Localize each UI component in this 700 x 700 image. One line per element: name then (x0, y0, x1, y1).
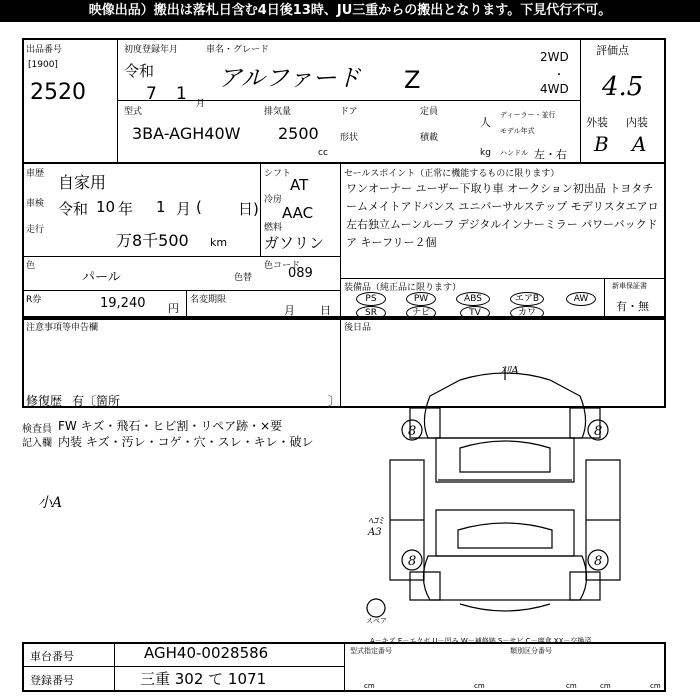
equipment-label: 装備品（純正品に限ります） (344, 283, 462, 293)
ext-label: 外装 (586, 116, 608, 129)
handle-label: ハンドル (500, 149, 528, 157)
recycle-label: R券 (26, 295, 42, 305)
usage-label: 車歴 (26, 169, 45, 179)
color-code: 089 (288, 266, 313, 281)
color-value: パール (82, 270, 121, 285)
fuel-value: ガソリン (264, 234, 325, 252)
recycle-value: 19,240 (100, 296, 146, 311)
registration-value: 三重 302 て 1071 (140, 670, 267, 688)
notice-banner: 映像出品）搬出は落札日含む4日後13時、JU三重からの搬出となります。下見代行不可。 (0, 0, 700, 22)
mileage-value: 万8千500 (116, 231, 189, 250)
repair-close: 〕 (328, 394, 341, 408)
repair-value: 有〔箇所 (72, 394, 121, 408)
first-reg-month: 1 (176, 84, 187, 104)
tire-front-right: 8 (594, 424, 603, 439)
door-label: ドア (340, 107, 358, 117)
car-grade: Z (404, 66, 421, 94)
car-label: 車名・グレード (206, 45, 270, 55)
inspection-year-unit: 年 (118, 200, 134, 218)
capacity-unit: 人 (480, 116, 491, 129)
car-damage-diagram (350, 360, 660, 630)
capacity-label: 定員 (420, 107, 439, 117)
tire-rear-right: 8 (594, 554, 603, 569)
header-table (22, 38, 666, 164)
name-change-label: 名変期限 (190, 295, 227, 305)
load-unit: kg (480, 148, 491, 158)
inspection-era: 令和 (58, 200, 89, 218)
registration-label: 登録番号 (30, 674, 74, 687)
equip-aw: AW (566, 292, 596, 306)
drive-4wd: 4WD (540, 82, 569, 96)
inspection-month-unit: 月 (176, 200, 192, 218)
car-name: アルファード (218, 64, 361, 92)
chassis-label: 車台番号 (30, 650, 74, 663)
tire-rear-left: 8 (408, 554, 417, 569)
int-grade: A (632, 132, 647, 156)
inspection-day-unit: 日) (238, 200, 259, 218)
cm-4: cm (600, 682, 611, 690)
ac-label: 冷房 (264, 195, 283, 205)
lot-sub: [1900] (28, 60, 58, 70)
evaluation-score: 4.5 (602, 72, 644, 102)
spare-label: スペア (366, 617, 387, 625)
mileage-unit: km (210, 236, 228, 249)
int-label: 内装 (626, 116, 648, 129)
warranty-value: 有・無 (616, 300, 649, 313)
first-reg-year: 7 (146, 84, 157, 104)
damage-legend: A－キズ E－エクボ U－凹み W－補修跡 S－サビ C－腐食 XX－交換済 (370, 637, 592, 645)
row-divider (118, 100, 580, 101)
handwritten-note: 小A (38, 495, 63, 511)
inspection-year: 10 (96, 198, 116, 216)
class-division-label: 類別区分番号 (510, 647, 552, 655)
chassis-value: AGH40-0028586 (144, 644, 269, 662)
lot-number: 2520 (30, 80, 86, 105)
dealer-label: ディーラー・並行 (500, 111, 556, 119)
sales-point-text: ワンオーナー ユーザー下取り車 オークション初出品 トヨタチームメイトアドバンス ユニバーサルステップ モデリスタエアロ 左右独立ムーンルーフ デジタルインナーミラー パワーバックドア キーフリー２個 (346, 182, 659, 249)
model-year-label: モデル年式 (500, 127, 535, 135)
equip-sr: SR (356, 306, 386, 320)
warranty-label: 新車保証書 (612, 282, 647, 290)
shift-value: AT (290, 176, 309, 194)
lot-label: 出品番号 (26, 45, 63, 55)
name-change-day: 日 (320, 304, 331, 317)
drive-2wd: 2WD (540, 50, 569, 64)
inspector-label1: 検査員 (22, 424, 52, 435)
inspector-row2: 内装 キズ・汚レ・コゲ・穴・スレ・キレ・破レ (58, 435, 314, 449)
evaluation-label: 評価点 (596, 44, 629, 57)
equip-abs: ABS (456, 292, 490, 306)
ext-grade: B (594, 132, 609, 156)
sales-point-label: セールスポイント（正常に機能するものに限ります） (344, 169, 560, 179)
usage-value: 自家用 (58, 173, 107, 192)
handle-value: 左・右 (534, 148, 567, 161)
model-label: 型式 (124, 107, 143, 117)
notes-label: 注意事項等申告欄 (26, 323, 99, 333)
displacement-value: 2500 (278, 124, 319, 143)
mileage-label: 走行 (26, 225, 45, 235)
equip-navi: ナビ (406, 306, 436, 320)
first-reg-label: 初度登録年月 (124, 45, 179, 55)
drive-dot: ・ (554, 70, 564, 81)
aftermarket-label: 後日品 (344, 323, 372, 333)
shift-label: シフト (264, 169, 292, 179)
equip-airbag: エアB (510, 292, 544, 306)
equip-pw: PW (406, 292, 436, 306)
tire-front-left: 8 (408, 424, 417, 439)
model-designation-label: 型式指定番号 (350, 647, 392, 655)
diagram-top-note: ｽﾘA (500, 364, 519, 377)
color-code-label2: 色コード (264, 261, 301, 271)
load-label: 積載 (420, 133, 439, 143)
color-change-label: 色替 (234, 273, 253, 283)
ac-value: AAC (282, 204, 314, 222)
shape-label: 形状 (340, 133, 359, 143)
cm-1: cm (364, 682, 375, 690)
equip-leather: カワ (510, 306, 544, 320)
cm-5: cm (650, 682, 661, 690)
repair-label: 修復歴 (26, 394, 63, 408)
equip-ps: PS (356, 292, 386, 306)
model-value: 3BA-AGH40W (132, 124, 241, 143)
cm-2: cm (474, 682, 485, 690)
inspector-label2: 記入欄 (22, 438, 52, 449)
recycle-unit: 円 (168, 302, 179, 315)
fuel-label: 燃料 (264, 223, 283, 233)
inspection-label: 車検 (26, 199, 45, 209)
inspection-month: 1 (156, 198, 166, 216)
equip-tv: TV (460, 306, 490, 320)
displacement-label: 排気量 (264, 107, 292, 117)
inspector-row1: FW キズ・飛石・ヒビ割・リペア跡・×要 (58, 419, 283, 433)
first-reg-era: 令和 (124, 62, 155, 80)
name-change-month: 月 (284, 304, 295, 317)
color-label: 色 (26, 261, 36, 271)
displacement-unit: cc (318, 148, 328, 158)
first-reg-month-unit: 月 (196, 99, 206, 109)
diagram-side-note: ﾍｺﾐ A3 (368, 516, 383, 538)
cm-3: cm (566, 682, 577, 690)
inspection-paren: ( (196, 198, 202, 216)
